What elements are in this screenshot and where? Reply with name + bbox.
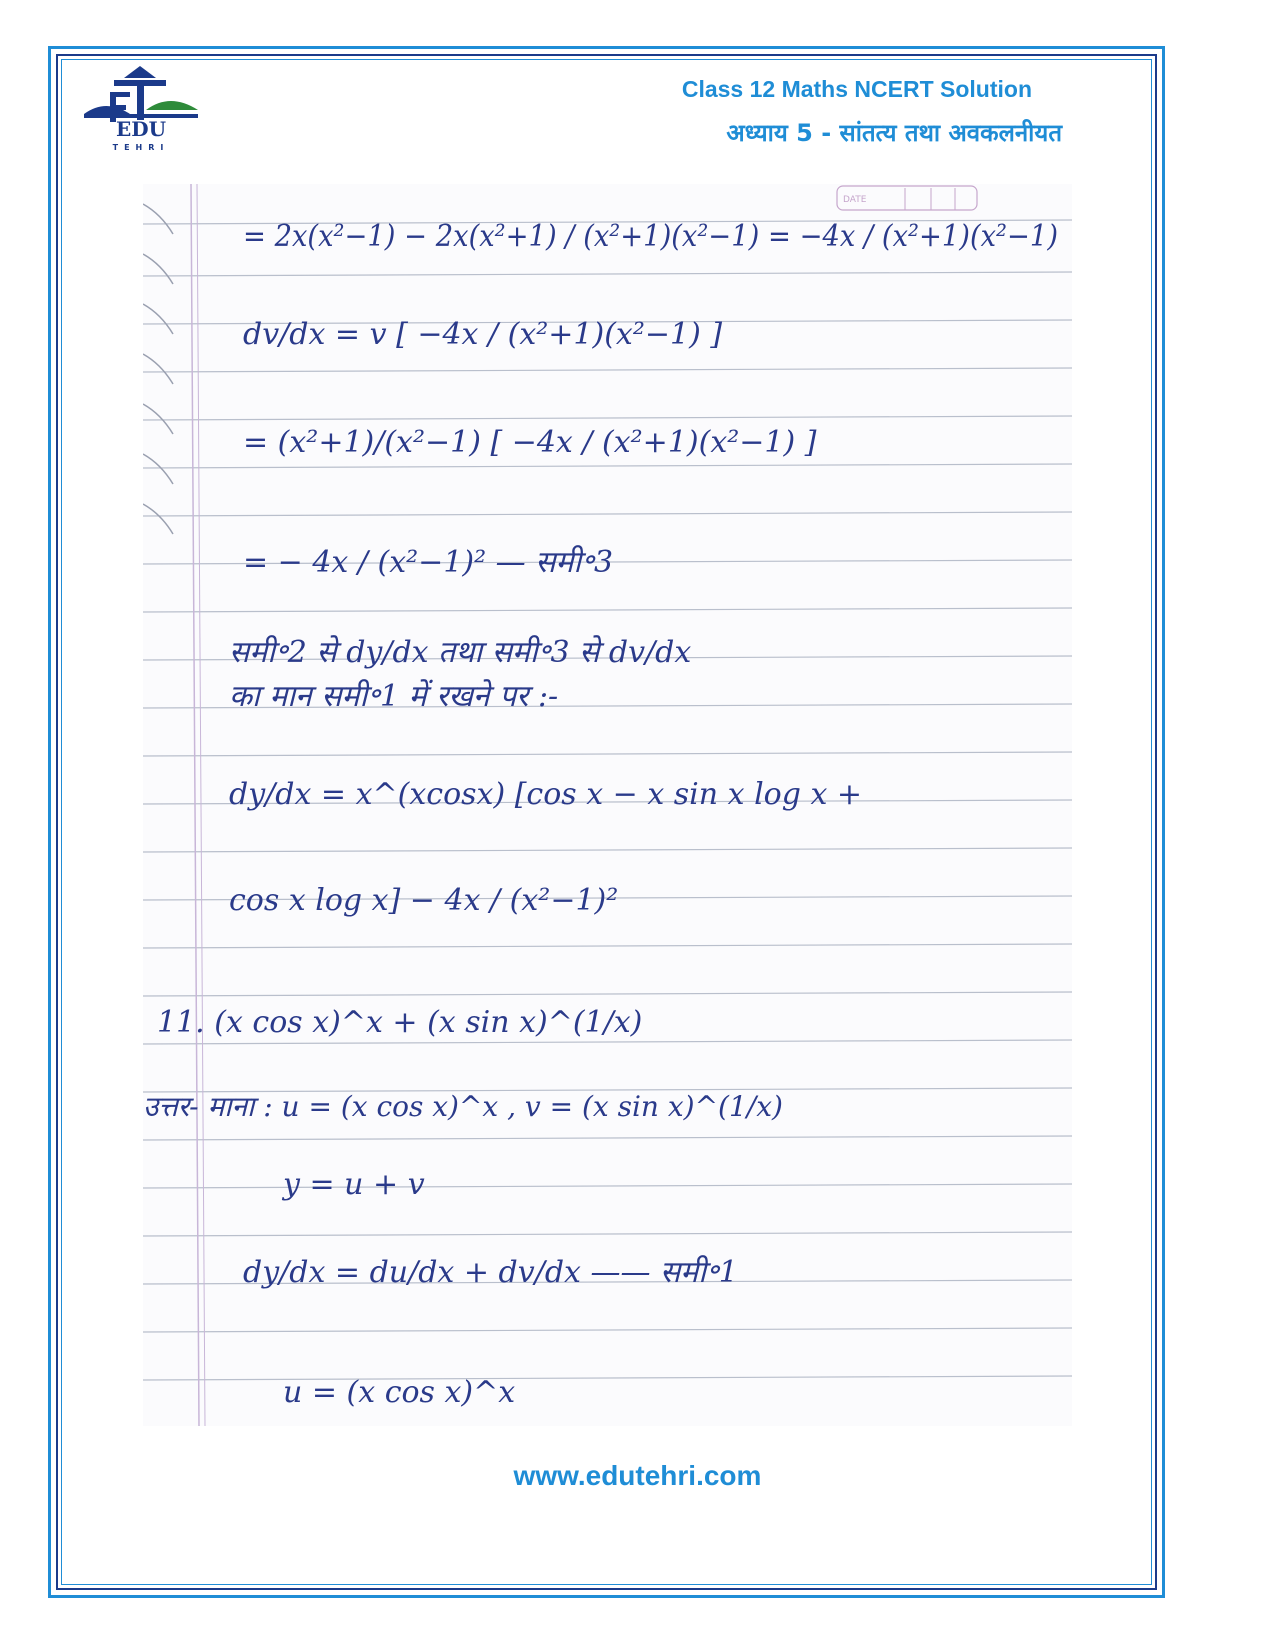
handwritten-line-3: = (x²+1)/(x²−1) [ −4x / (x²+1)(x²−1) ] xyxy=(243,425,817,460)
logo-subtext: TEHRI xyxy=(112,143,170,152)
handwritten-line-13: u = (x cos x)^x xyxy=(283,1375,516,1410)
notebook-page-photo xyxy=(143,184,1072,1426)
notebook-page-drawing xyxy=(143,184,1072,1426)
handwritten-line-7: dy/dx = x^(xcosx) [cos x − x sin x log x + xyxy=(229,777,863,812)
handwritten-line-2: dv/dx = v [ −4x / (x²+1)(x²−1) ] xyxy=(243,317,723,352)
handwritten-line-5: समी॰2 से dy/dx तथा समी॰3 से dv/dx xyxy=(229,635,692,670)
header-subtitle: अध्याय 5 - सांतत्य तथा अवकलनीयत xyxy=(726,119,1062,147)
handwritten-line-6: का मान समी॰1 में रखने पर :- xyxy=(229,679,559,714)
handwritten-line-1: = 2x(x²−1) − 2x(x²+1) / (x²+1)(x²−1) = −4x / (x²+1)(x²−1) xyxy=(243,219,1058,254)
handwritten-line-11: y = u + v xyxy=(283,1167,425,1202)
footer-website-url: www.edutehri.com xyxy=(513,1460,762,1491)
handwritten-line-10: उत्तर- माना : u = (x cos x)^x , v = (x sin x)^(1/x) xyxy=(143,1090,783,1123)
handwritten-line-8: cos x log x] − 4x / (x²−1)² xyxy=(229,883,619,918)
edutehri-logo xyxy=(80,64,202,156)
handwritten-line-4: = − 4x / (x²−1)² — समी॰3 xyxy=(243,545,614,580)
spiral-binding xyxy=(143,204,173,534)
handwritten-line-12: dy/dx = du/dx + dv/dx —— समी॰1 xyxy=(243,1255,738,1290)
handwritten-line-9: 11. (x cos x)^x + (x sin x)^(1/x) xyxy=(157,1005,643,1040)
logo-text: EDU xyxy=(115,117,167,141)
header-title: Class 12 Maths NCERT Solution xyxy=(681,76,1032,102)
date-label: DATE xyxy=(843,195,867,205)
